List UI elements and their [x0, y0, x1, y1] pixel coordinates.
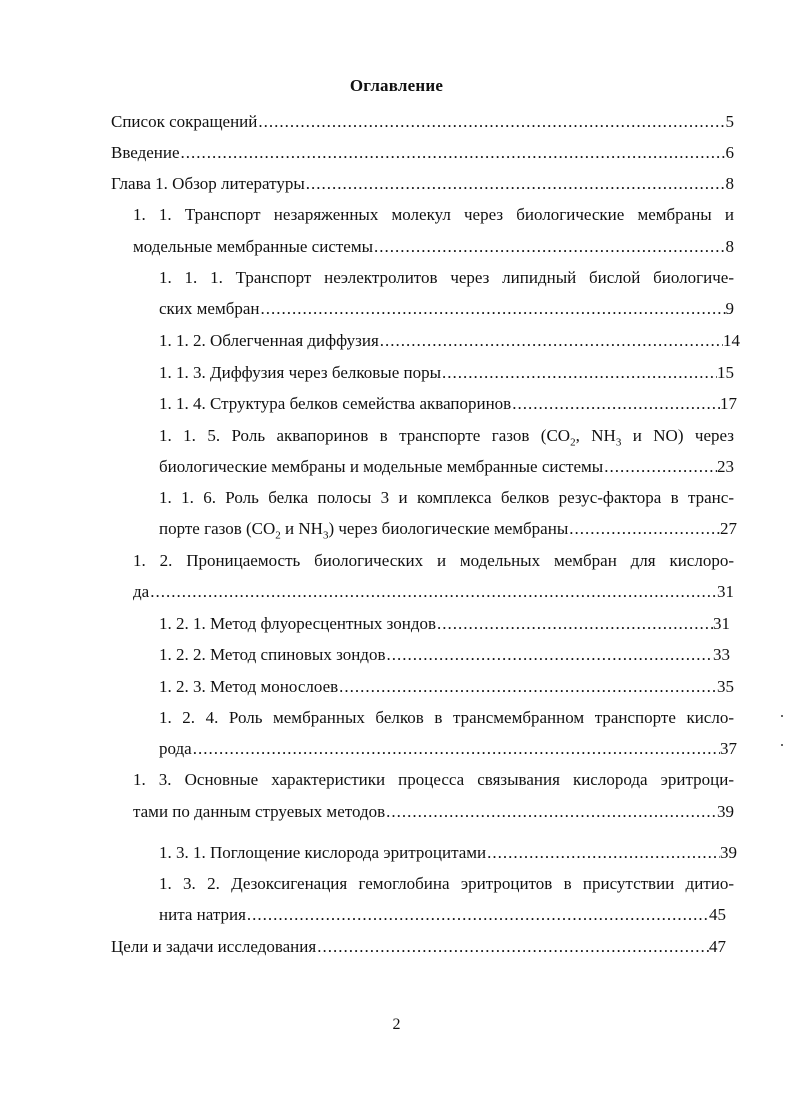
toc-entry-1-1-6-line1[interactable]	[159, 487, 734, 509]
toc-entry-chapter-1[interactable]	[111, 173, 734, 195]
toc-entry-1-3-1[interactable]	[159, 842, 737, 864]
toc-entry-text: Введение	[111, 143, 180, 162]
toc-entry-text: биологические мембраны и модельные мембранные системы	[159, 457, 604, 476]
toc-entry-1-1-line1[interactable]	[133, 204, 734, 226]
toc-entry-1-3-2-line2[interactable]	[159, 904, 726, 926]
toc-leader-dots	[149, 581, 717, 603]
toc-leader-dots	[192, 738, 720, 760]
toc-page-number: 39	[717, 802, 734, 821]
toc-entry-text: Список сокращений	[111, 112, 258, 131]
toc-entry-text: 1. 1. 6. Роль белка полосы 3 и комплекса белков резус-фактора в транс-	[159, 488, 734, 507]
toc-entry-text: 1. 1. 4. Структура белков семейства аквапоринов	[159, 394, 512, 413]
toc-entry-1-1-4[interactable]	[159, 393, 737, 415]
toc-page-number: 35	[717, 677, 734, 696]
toc-leader-dots	[257, 111, 725, 133]
toc-entry-1-1-1-line1[interactable]	[159, 267, 734, 289]
toc-entry-1-1-5-line2[interactable]	[159, 456, 734, 478]
toc-entry-text: 1. 2. 1. Метод флуоресцентных зондов	[159, 614, 437, 633]
toc-entry-text: Глава 1. Обзор литературы	[111, 174, 305, 193]
toc-entry-text: 1. 2. Проницаемость биологических и модельных мембран для кислоро-	[133, 551, 734, 570]
toc-entry-text: тами по данным струевых методов	[133, 802, 386, 821]
toc-entry-text: модельные мембранные системы	[133, 237, 374, 256]
toc-leader-dots	[603, 456, 717, 478]
toc-entry-text: 1. 1. 2. Облегченная диффузия	[159, 331, 379, 350]
toc-page-number: 47	[709, 937, 726, 956]
toc-entry-1-2-line1[interactable]	[133, 550, 734, 572]
toc-page-number: 23	[717, 457, 734, 476]
toc-entry-1-2-4-line1[interactable]	[159, 707, 734, 729]
toc-entry-text: 1. 3. 2. Дезоксигенация гемоглобина эритроцитов в присутствии дитио-	[159, 874, 734, 893]
toc-page-number: 6	[725, 143, 734, 162]
toc-entry-1-2-1[interactable]	[159, 613, 730, 635]
toc-leader-dots	[385, 644, 713, 666]
toc-entry-1-2-2[interactable]	[159, 644, 730, 666]
toc-page-number: 5	[725, 112, 734, 131]
toc-entry-text: 1. 3. Основные характеристики процесса связывания кислорода эритроци-	[133, 770, 734, 789]
toc-page-number: 31	[713, 614, 730, 633]
toc-page-number: 8	[725, 174, 734, 193]
toc-entry-1-2-3[interactable]	[159, 676, 734, 698]
toc-entry-text: нита натрия	[159, 905, 246, 924]
toc-entry-text: рода	[159, 739, 192, 758]
toc-entry-text: Цели и задачи исследования	[111, 937, 317, 956]
toc-page-number: 15	[717, 363, 734, 382]
toc-entry-1-1-2[interactable]	[159, 330, 740, 352]
toc-entry-text: 1. 2. 4. Роль мембранных белков в трансмембранном транспорте кисло-	[159, 708, 734, 727]
toc-leader-dots	[180, 142, 726, 164]
toc-entry-text: 1. 1. 5. Роль аквапоринов в транспорте газов ($CO_2$, $NH_3$ и NO) через	[159, 426, 734, 449]
toc-entry-text: 1. 3. 1. Поглощение кислорода эритроцитами	[159, 843, 487, 862]
toc-entry-text: 1. 2. 3. Метод монослоев	[159, 677, 339, 696]
toc-page-number: 9	[725, 299, 734, 318]
toc-entry-1-1-line2[interactable]	[133, 236, 734, 258]
toc-page-number: 17	[720, 394, 737, 413]
toc-leader-dots	[511, 393, 720, 415]
toc-page-number: 31	[717, 582, 734, 601]
toc-leader-dots	[338, 676, 717, 698]
toc-entry-text: 1. 1. 3. Диффузия через белковые поры	[159, 363, 442, 382]
scan-speck	[781, 744, 783, 746]
toc-leader-dots	[316, 936, 709, 958]
page-title: Оглавление	[349, 76, 444, 95]
toc-entry-abbreviations[interactable]	[111, 111, 734, 133]
toc-page-number: 45	[709, 905, 726, 924]
toc-leader-dots	[379, 330, 723, 352]
toc-leader-dots	[305, 173, 726, 195]
toc-entry-1-1-3[interactable]	[159, 362, 734, 384]
toc-page-number: 27	[720, 519, 737, 538]
toc-leader-dots	[246, 904, 709, 926]
toc-entry-1-2-line2[interactable]	[133, 581, 734, 603]
toc-page-number: 14	[723, 331, 740, 350]
toc-entry-goals[interactable]	[111, 936, 726, 958]
toc-entry-text: 1. 1. 1. Транспорт неэлектролитов через липидный бислой биологиче-	[159, 268, 734, 287]
toc-entry-text: ских мембран	[159, 299, 260, 318]
toc-entry-1-1-5-line1[interactable]	[159, 425, 734, 453]
toc-entry-1-1-6-line2[interactable]	[159, 518, 737, 546]
toc-page-number: 33	[713, 645, 730, 664]
toc-page-number: 37	[720, 739, 737, 758]
toc-page-number: 39	[720, 843, 737, 862]
toc-entry-1-2-4-line2[interactable]	[159, 738, 737, 760]
toc-entry-introduction[interactable]	[111, 142, 734, 164]
toc-leader-dots	[486, 842, 720, 864]
toc-leader-dots	[441, 362, 717, 384]
toc-leader-dots	[260, 298, 726, 320]
toc-leader-dots	[373, 236, 725, 258]
page-number: 2	[392, 1016, 401, 1033]
toc-leader-dots	[436, 613, 713, 635]
toc-entry-text: 1. 2. 2. Метод спиновых зондов	[159, 645, 386, 664]
toc-entry-text: порте газов ($CO_2$ и $NH_3$) через биологические мембраны	[159, 519, 569, 542]
toc-entry-1-3-line2[interactable]	[133, 801, 734, 823]
toc-entry-1-1-1-line2[interactable]	[159, 298, 734, 320]
scan-speck	[781, 715, 783, 717]
toc-entry-text: 1. 1. Транспорт незаряженных молекул через биологические мембраны и	[133, 205, 734, 224]
toc-page-number: 8	[725, 237, 734, 256]
toc-entry-1-3-2-line1[interactable]	[159, 873, 734, 895]
toc-entry-text: да	[133, 582, 150, 601]
toc-entry-1-3-line1[interactable]	[133, 769, 734, 791]
toc-leader-dots	[385, 801, 717, 823]
toc-leader-dots	[568, 518, 720, 540]
